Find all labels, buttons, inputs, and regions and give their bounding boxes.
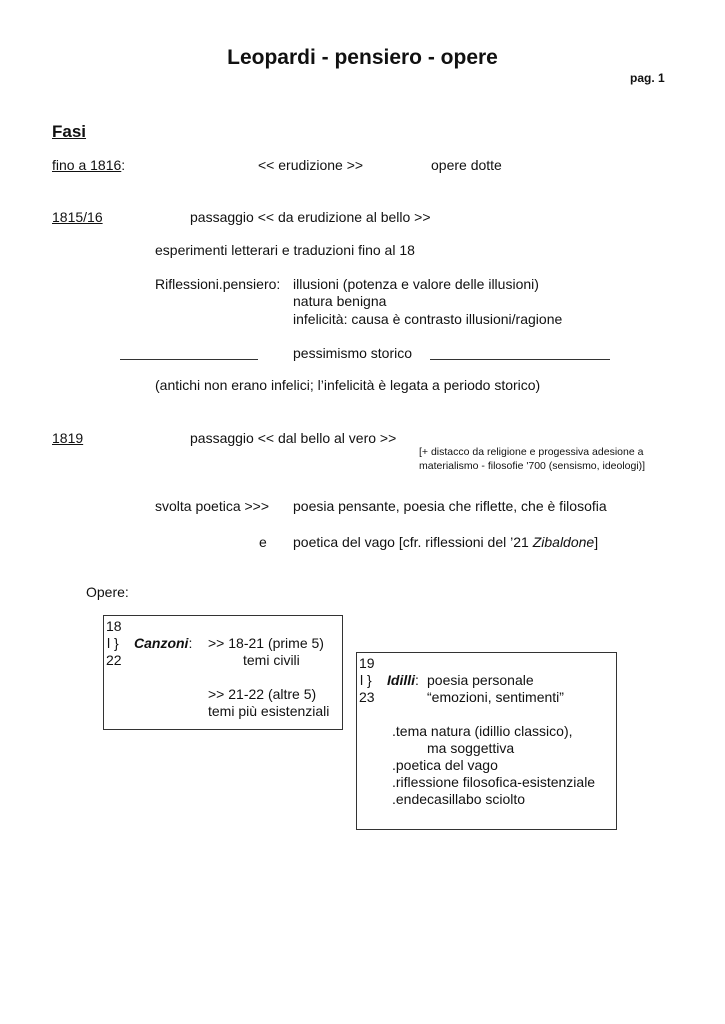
idilli-bracket: l } — [360, 672, 372, 688]
idilli-line: “emozioni, sentimenti” — [427, 689, 564, 705]
zibaldone-title: Zibaldone — [532, 534, 595, 550]
idilli-year-end: 23 — [359, 689, 375, 705]
idilli-box — [356, 652, 617, 830]
poetic-vague-close: ] — [594, 534, 599, 550]
idilli-item: .endecasillabo sciolto — [392, 791, 526, 807]
phase2-label: passaggio << da erudizione al bello >> — [190, 209, 431, 225]
reflection-item: infelicità: causa è contrasto illusioni/ragione — [293, 311, 563, 327]
canzoni-colon: : — [188, 635, 193, 651]
idilli-title-line — [387, 672, 419, 689]
page-number: pag. 1 — [630, 71, 665, 85]
canzoni-line: >> 21-22 (altre 5) — [208, 686, 317, 702]
idilli-item: .riflessione filosofica-esistenziale — [392, 774, 596, 790]
canzoni-title-line — [134, 635, 192, 652]
idilli-item: .poetica del vago — [392, 757, 498, 773]
phase1-date-line — [52, 157, 125, 174]
canzoni-line: >> 18-21 (prime 5) — [208, 635, 324, 651]
phase3-label: passaggio << dal bello al vero >> — [190, 430, 397, 446]
and-label: e — [259, 534, 267, 550]
idilli-item: .tema natura (idillio classico), — [392, 723, 573, 739]
poetic-turn-text: poesia pensante, poesia che riflette, che è filosofia — [293, 498, 607, 514]
phase2-experiments: esperimenti letterari e traduzioni fino al 18 — [155, 242, 415, 258]
idilli-line: poesia personale — [427, 672, 534, 688]
idilli-title: Idilli — [387, 672, 415, 688]
idilli-year-start: 19 — [359, 655, 375, 671]
canzoni-bracket: l } — [107, 635, 119, 651]
divider-line-right — [430, 359, 610, 360]
reflection-item: illusioni (potenza e valore delle illusioni) — [293, 276, 539, 292]
reflection-item: natura benigna — [293, 293, 387, 309]
phase1-colon: : — [121, 157, 126, 173]
canzoni-line: temi più esistenziali — [208, 703, 330, 719]
phase1-date: fino a 1816 — [52, 157, 122, 173]
divider-line-left — [120, 359, 258, 360]
phase2-note: (antichi non erano infelici; l’infelicità è legata a periodo storico) — [155, 377, 541, 393]
phase3-side-note-2: materialismo - filosofie '700 (sensismo, ideologi)] — [419, 460, 646, 472]
phase1-label: << erudizione >> — [258, 157, 364, 173]
canzoni-year-end: 22 — [106, 652, 122, 668]
idilli-colon: : — [415, 672, 419, 688]
works-label: Opere: — [86, 584, 129, 600]
poetic-turn-label: svolta poetica >>> — [155, 498, 270, 514]
idilli-item: ma soggettiva — [427, 740, 515, 756]
section-heading: Fasi — [52, 122, 87, 141]
poetic-vague-line — [293, 534, 598, 551]
phase1-note: opere dotte — [431, 157, 502, 173]
phase2-date: 1815/16 — [52, 209, 103, 225]
canzoni-line: temi civili — [243, 652, 300, 668]
canzoni-title: Canzoni — [134, 635, 189, 651]
canzoni-year-start: 18 — [106, 618, 122, 634]
phase3-date: 1819 — [52, 430, 84, 446]
phase2-pessimism: pessimismo storico — [293, 345, 413, 361]
phase2-reflections-label: Riflessioni.pensiero: — [155, 276, 281, 292]
poetic-vague-text: poetica del vago [cfr. riflessioni del ’21 — [293, 534, 533, 550]
page-title: Leopardi - pensiero - opere — [227, 46, 498, 69]
canzoni-box — [103, 615, 343, 730]
phase3-side-note-1: [+ distacco da religione e progessiva adesione a — [419, 446, 644, 458]
